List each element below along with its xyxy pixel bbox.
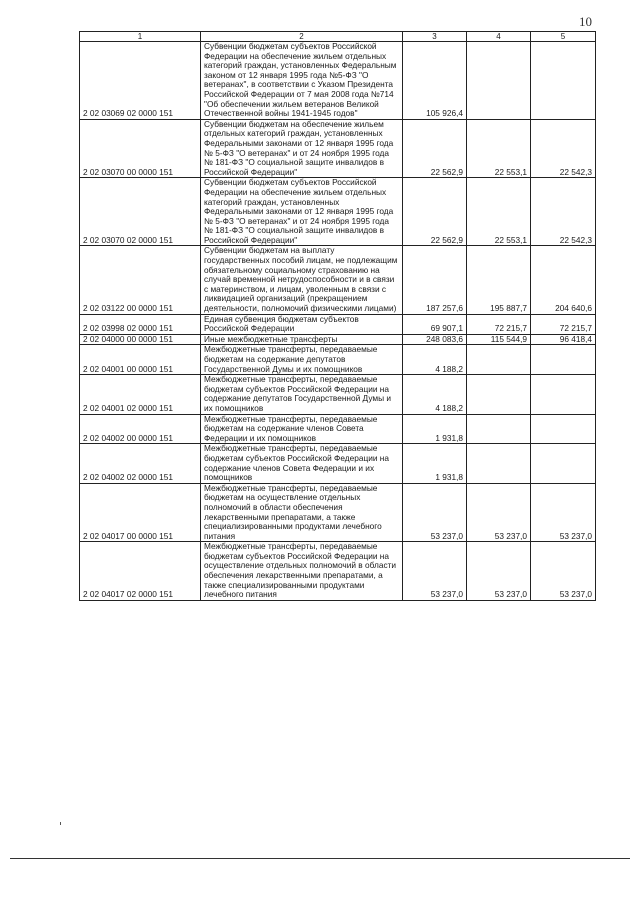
item-name: Иные межбюджетные трансферты bbox=[201, 334, 403, 345]
budget-code: 2 02 04002 02 0000 151 bbox=[80, 444, 201, 483]
budget-table bbox=[79, 31, 596, 601]
budget-code: 2 02 03998 02 0000 151 bbox=[80, 314, 201, 334]
amount-col5: 96 418,4 bbox=[531, 334, 596, 345]
budget-code: 2 02 04001 02 0000 151 bbox=[80, 375, 201, 414]
item-name: Субвенции бюджетам субъектов Российской Федерации на обеспечение жильем отдельных категорий граждан, установленных Федеральным законом от 12 января 1995 года №5-ФЗ "О ветеранах", в соответствии с Указом Президента Российской Федерации от 7 мая 2008 года №714 "Об обеспечении жильем ветеранов Великой Отечественной войны 1941-1945 годов" bbox=[201, 42, 403, 120]
amount-col5: 22 542,3 bbox=[531, 178, 596, 246]
amount-col4 bbox=[467, 414, 531, 444]
amount-col4: 72 215,7 bbox=[467, 314, 531, 334]
item-name: Субвенции бюджетам субъектов Российской Федерации на обеспечение жильем отдельных категорий граждан, установленных Федеральными законами от 12 января 1995 года № 5-ФЗ "О ветеранах" и от 24 ноября 1995 года № 181-ФЗ "О социальной защите инвалидов в Российской Федерации" bbox=[201, 178, 403, 246]
header-cell-1: 1 bbox=[80, 32, 201, 42]
amount-col5: 204 640,6 bbox=[531, 246, 596, 314]
amount-col3: 4 188,2 bbox=[403, 375, 467, 414]
amount-col4: 195 887,7 bbox=[467, 246, 531, 314]
amount-col4 bbox=[467, 42, 531, 120]
amount-col5 bbox=[531, 345, 596, 375]
amount-col3: 1 931,8 bbox=[403, 414, 467, 444]
header-cell-3: 3 bbox=[403, 32, 467, 42]
amount-col3: 53 237,0 bbox=[403, 542, 467, 601]
header-cell-2: 2 bbox=[201, 32, 403, 42]
amount-col4 bbox=[467, 444, 531, 483]
amount-col4 bbox=[467, 345, 531, 375]
budget-code: 2 02 03070 00 0000 151 bbox=[80, 119, 201, 178]
amount-col5: 53 237,0 bbox=[531, 483, 596, 542]
budget-code: 2 02 04001 00 0000 151 bbox=[80, 345, 201, 375]
item-name: Субвенции бюджетам на выплату государственных пособий лицам, не подлежащим обязательному социальному страхованию на случай временной нетрудоспособности и в связи с материнством, и лицам, уволенным в связи с ликвидацией организаций (прекращением деятельности, полномочий физическими лицами) bbox=[201, 246, 403, 314]
table-row bbox=[80, 345, 596, 375]
amount-col3: 1 931,8 bbox=[403, 444, 467, 483]
amount-col3: 53 237,0 bbox=[403, 483, 467, 542]
item-name: Межбюджетные трансферты, передаваемые бюджетам на содержание членов Совета Федерации и их помощников bbox=[201, 414, 403, 444]
amount-col4: 53 237,0 bbox=[467, 483, 531, 542]
footer-rule bbox=[10, 858, 630, 859]
amount-col4: 115 544,9 bbox=[467, 334, 531, 345]
amount-col3: 22 562,9 bbox=[403, 178, 467, 246]
table-row bbox=[80, 314, 596, 334]
item-name: Межбюджетные трансферты, передаваемые бюджетам субъектов Российской Федерации на содержание депутатов Государственной Думы и их помощников bbox=[201, 375, 403, 414]
amount-col3: 105 926,4 bbox=[403, 42, 467, 120]
table-row bbox=[80, 119, 596, 178]
item-name: Межбюджетные трансферты, передаваемые бюджетам на осуществление отдельных полномочий в области обеспечения лекарственными препаратами, а также специализированными продуктами лечебного питания bbox=[201, 483, 403, 542]
item-name: Межбюджетные трансферты, передаваемые бюджетам на содержание депутатов Государственной Думы и их помощников bbox=[201, 345, 403, 375]
item-name: Субвенции бюджетам на обеспечение жильем отдельных категорий граждан, установленных Федеральными законами от 12 января 1995 года № 5-ФЗ "О ветеранах" и от 24 ноября 1995 года № 181-ФЗ "О социальной защите инвалидов в Российской Федерации" bbox=[201, 119, 403, 178]
amount-col3: 69 907,1 bbox=[403, 314, 467, 334]
item-name: Межбюджетные трансферты, передаваемые бюджетам субъектов Российской Федерации на осуществление отдельных полномочий в области обеспечения лекарственными препаратами, а также специализированными продуктами лечебного питания bbox=[201, 542, 403, 601]
amount-col4: 53 237,0 bbox=[467, 542, 531, 601]
table-row bbox=[80, 414, 596, 444]
amount-col3: 4 188,2 bbox=[403, 345, 467, 375]
amount-col4: 22 553,1 bbox=[467, 178, 531, 246]
budget-code: 2 02 04017 00 0000 151 bbox=[80, 483, 201, 542]
table-row bbox=[80, 444, 596, 483]
amount-col5 bbox=[531, 444, 596, 483]
amount-col5: 53 237,0 bbox=[531, 542, 596, 601]
table-row bbox=[80, 178, 596, 246]
amount-col4 bbox=[467, 375, 531, 414]
budget-code: 2 02 03069 02 0000 151 bbox=[80, 42, 201, 120]
header-cell-4: 4 bbox=[467, 32, 531, 42]
table-row bbox=[80, 542, 596, 601]
amount-col5 bbox=[531, 414, 596, 444]
page-number: 10 bbox=[579, 14, 592, 29]
amount-col5 bbox=[531, 42, 596, 120]
table-row bbox=[80, 334, 596, 345]
header-cell-5: 5 bbox=[531, 32, 596, 42]
table-row bbox=[80, 375, 596, 414]
budget-code: 2 02 04017 02 0000 151 bbox=[80, 542, 201, 601]
amount-col3: 187 257,6 bbox=[403, 246, 467, 314]
amount-col5: 72 215,7 bbox=[531, 314, 596, 334]
budget-code: 2 02 03122 00 0000 151 bbox=[80, 246, 201, 314]
budget-code: 2 02 04000 00 0000 151 bbox=[80, 334, 201, 345]
budget-code: 2 02 04002 00 0000 151 bbox=[80, 414, 201, 444]
item-name: Межбюджетные трансферты, передаваемые бюджетам субъектов Российской Федерации на содержание членов Совета Федерации и их помощников bbox=[201, 444, 403, 483]
table-header-row bbox=[80, 32, 596, 42]
table-row bbox=[80, 246, 596, 314]
item-name: Единая субвенция бюджетам субъектов Российской Федерации bbox=[201, 314, 403, 334]
table-row bbox=[80, 42, 596, 120]
amount-col3: 22 562,9 bbox=[403, 119, 467, 178]
amount-col5 bbox=[531, 375, 596, 414]
amount-col3: 248 083,6 bbox=[403, 334, 467, 345]
amount-col5: 22 542,3 bbox=[531, 119, 596, 178]
table-row bbox=[80, 483, 596, 542]
budget-code: 2 02 03070 02 0000 151 bbox=[80, 178, 201, 246]
amount-col4: 22 553,1 bbox=[467, 119, 531, 178]
scan-mark bbox=[60, 822, 61, 825]
